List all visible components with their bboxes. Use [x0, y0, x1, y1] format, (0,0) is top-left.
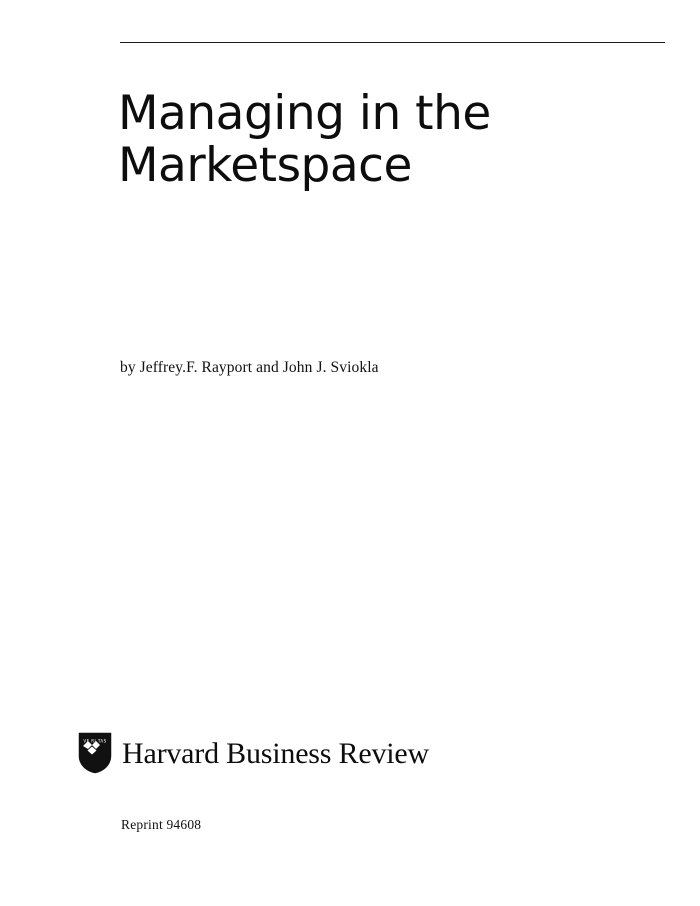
- reprint-number: Reprint 94608: [121, 817, 202, 832]
- page-title: [118, 88, 638, 192]
- title-line-1: Managing in the: [118, 86, 491, 141]
- harvard-shield-icon: [78, 732, 112, 774]
- byline: by Jeffrey.F. Rayport and John J. Sviokla: [120, 359, 379, 376]
- publisher-logo: [78, 727, 429, 779]
- header-rule: [120, 42, 665, 43]
- publisher-name: Harvard Business Review: [122, 737, 430, 770]
- svg-text:VE RI TAS: VE RI TAS: [83, 738, 107, 744]
- title-line-2: Marketspace: [118, 138, 412, 193]
